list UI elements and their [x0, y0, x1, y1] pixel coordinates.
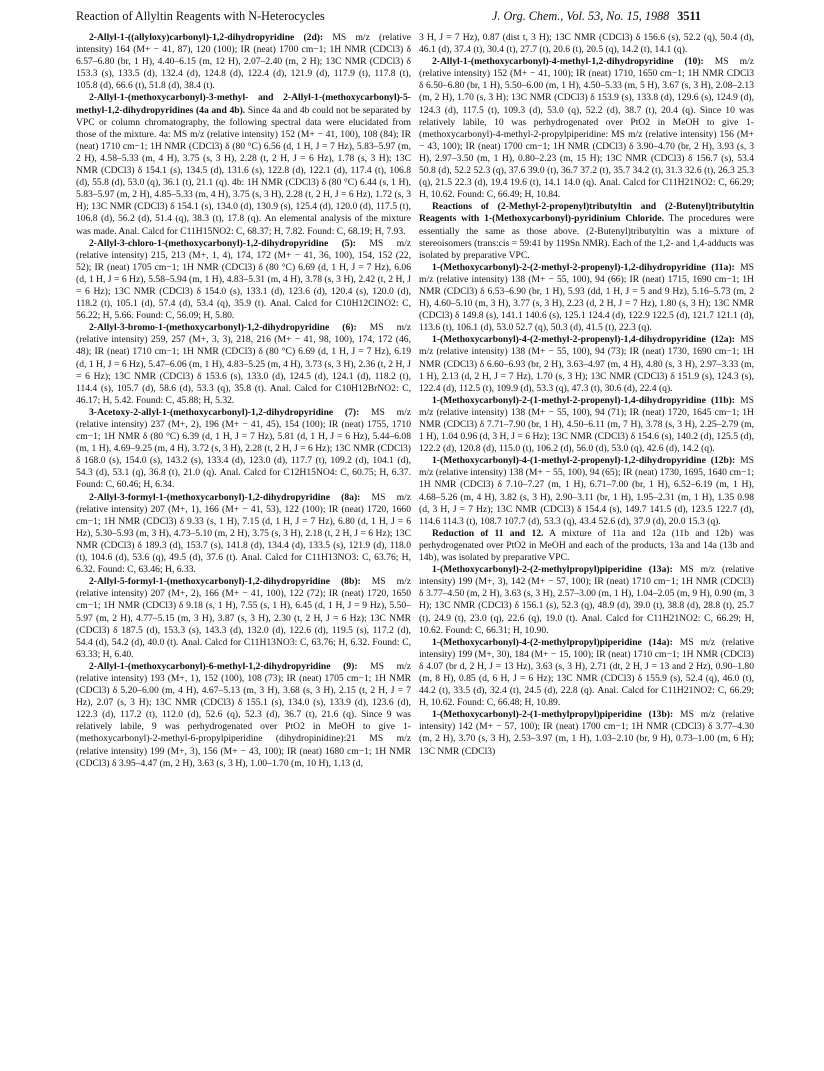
compound-data: MS m/z (relative intensity) 207 (M+, 1), 166 (M+ − 41, 53), 122 (100); IR (neat) 1720, 1660 cm−1; 1H NMR (CDCl3) δ 9.33 (s, 1 H), 7.15 (d, 1 H, J = 7 Hz), 6.80 (d, 1 H, J = 6 Hz), 5.30–5.93 (m, 3 H), 4.73–5.10 (m, 2 H), 3.75 (s, 3 H), 2.18 (t, 2 H, J = 6 Hz); 13C NMR (CDCl3) δ 189.3 (d), 153.7 (s), 141.8 (d), 134.4 (d), 133.5 (s), 121.9 (d), 118.0 (t), 104.6 (d), 53.6 (q), 49.5 (d), 37.6 (t). Anal. Calcd for C11H13NO3: C, 63.76; H, 6.32. Found: C, 63.46; H, 6.33. — [76, 491, 411, 576]
compound-data: Since 4a and 4b could not be separated by VPC or column chromatography, the following spectral data were elucidated from those of the mixture. 4a: MS m/z (relative intensity) 152 (M+ − 41, 100), 108 (84); IR (neat) 1710 cm−1; 1H NMR (CDCl3) δ (80 °C) 6.56 (d, 1 H, J = 7 Hz), 5.83–5.97 (m, 2 H), 4.58–5.33 (m, 4 H), 3.75 (s, 3 H), 2.28 (t, 2 H, J = 6 Hz), 1.78 (s, 3 H); 13C NMR (CDCl3) δ 154.1 (s), 134.5 (d), 131.6 (s), 122.8 (d), 122.1 (d), 117.4 (t), 106.8 (d), 55.8 (d), 53.0 (q), 36.1 (t), 21.1 (q). 4b: 1H NMR (CDCl3) δ (80 °C) 6.44 (s, 1 H), 5.83–5.97 (m, 2 H), 4.85–5.33 (m, 4 H), 3.75 (s, 3 H), 2.28 (t, 2 H, J = 6 Hz), 1.72 (s, 3 H); 13C NMR (CDCl3) δ 154.1 (s), 134.0 (d), 130.9 (s), 125.4 (d), 120.0 (d), 117.5 (t), 106.8 (d), 56.2 (d), 51.4 (q), 38.3 (t), 17.8 (q). An elemental analysis of the mixture was made. Anal. Calcd for C11H15NO2: C, 68.37; H, 7.82. Found: C, 68.19; H, 7.93. — [76, 104, 411, 237]
running-head-title: Reaction of Allyltin Reagents with N-Heterocycles — [76, 9, 325, 23]
compound-title: 1-(Methoxycarbonyl)-4-(2-methyl-2-propenyl)-1,4-dihydropyridine (12a): — [432, 334, 735, 346]
compound-data: MS m/z (relative intensity) 199 (M+, 3), 142 (M+ − 57, 100); IR (neat) 1710 cm−1; 1H NMR (CDCl3) δ 3.77–4.50 (m, 2 H), 3.63 (s, 3 H), 2.57–3.00 (m, 1 H), 1.04–2.05 (m, 9 H), 0.90 (m, 3 H); 13C NMR (CDCl3) δ 156.1 (s), 52.3 (q), 48.9 (d), 39.0 (t), 38.8 (d), 28.8 (t), 25.7 (t), 24.9 (t), 23.0 (q), 22.6 (q), 19.0 (t). Anal. Calcd for C11H21NO2: C, 66.29; H, 10.62. Found: C, 66.31; H, 10.90. — [419, 564, 754, 636]
compound-title: 1-(Methoxycarbonyl)-2-(1-methyl-2-propenyl)-1,4-dihydropyridine (11b): — [432, 394, 735, 406]
compound-title: 2-Allyl-3-formyl-1-(methoxycarbonyl)-1,2-dihydropyridine (8a): — [89, 491, 361, 503]
compound-entry — [76, 32, 411, 92]
compound-entry — [76, 576, 411, 661]
compound-title: 2-Allyl-1-(methoxycarbonyl)-6-methyl-1,2-dihydropyridine (9): — [89, 660, 358, 672]
compound-title: 1-(Methoxycarbonyl)-2-(1-methylpropyl)piperidine (13b): — [432, 709, 674, 721]
compound-data: MS m/z (relative intensity) 138 (M+ − 55, 100), 94 (73); IR (neat) 1730, 1690 cm−1; 1H NMR (CDCl3) δ 6.60–6.93 (br, 2 H), 3.63–4.97 (m, 4 H), 4.80 (s, 3 H), 2.97–3.33 (m, 1 H), 2.13 (d, 2 H, J = 7 Hz), 1.70 (s, 3 H); 13C NMR (CDCl3) δ 151.9 (s), 124.3 (s), 122.4 (d), 112.5 (t), 109.9 (d), 53.3 (q), 47.3 (t), 30.6 (d), 22.4 (q). — [419, 334, 754, 394]
compound-title: 2-Allyl-1-((allyloxy)carbonyl)-1,2-dihydropyridine (2d): — [89, 32, 324, 43]
right-column — [419, 32, 754, 1064]
compound-title: 2-Allyl-1-(methoxycarbonyl)-4-methyl-1,2-dihydropyridine (10): — [432, 56, 704, 68]
compound-entry — [419, 56, 754, 201]
compound-data: MS m/z (relative intensity) 138 (M+ − 55, 100), 94 (65); IR (neat) 1730, 1695, 1640 cm−1; 1H NMR (CDCl3) δ 7.10–7.27 (m, 1 H), 6.71–7.00 (br, 1 H), 6.52–6.19 (m, 1 H), 4.68–5.26 (m, 4 H), 3.82 (s, 3 H), 2.90–3.11 (br, 1 H), 1.95–2.31 (m, 1 H), 1.35 0.98 (d, 3 H, J = 7 Hz); 13C NMR (CDCl3) δ 154.4 (s), 149.7 141.5 (d), 123.5 122.7 (d), 114.6 114.3 (t), 108.7 107.7 (d), 53.3 (q), 43.4 52.6 (d), 37.9 (d), 20.0 15.3 (q). — [419, 455, 754, 527]
compound-title: 2-Allyl-1-(methoxycarbonyl)-3-methyl- and 2-Allyl-1-(methoxycarbonyl)-5-methyl-1,2-dihydropyridines (4a and 4b). — [76, 92, 411, 116]
compound-entry — [419, 709, 754, 757]
compound-entry — [76, 322, 411, 407]
compound-entry — [76, 92, 411, 237]
left-column — [76, 32, 411, 1064]
compound-data: MS m/z (relative intensity) 193 (M+, 1), 152 (100), 108 (73); IR (neat) 1705 cm−1; 1H NMR (CDCl3) δ 5.20–6.00 (m, 4 H), 4.67–5.13 (m, 3 H), 3.68 (s, 3 H), 2.15 (t, 2 H, J = 7 Hz), 2.07 (s, 3 H); 13C NMR (CDCl3) δ 155.1 (s), 134.0 (s), 133.9 (d), 123.6 (d), 122.3 (d), 117.2 (t), 112.0 (d), 52.6 (q), 52.3 (d), 36.7 (t), 21.6 (q). Since 9 was relatively labile, 9 was perhydrogenated over PtO2 in MeOH to give 1-(methoxycarbonyl)-2-methyl-6-propylpiperidine (dihydropinidine):21 MS m/z (relative intensity) 199 (M+, 3), 156 (M+ − 43, 100); IR (neat) 1680 cm−1; 1H NMR (CDCl3) δ 3.95–4.47 (m, 2 H), 3.63 (s, 3 H), 1.00–1.70 (m, 10 H), 1.13 (d, — [76, 660, 411, 769]
compound-entry — [76, 407, 411, 492]
compound-entry — [76, 492, 411, 577]
compound-data: MS m/z (relative intensity) 215, 213 (M+, 1, 4), 174, 172 (M+ − 41, 36, 100), 154, 152 (22, 52); IR (neat) 1705 cm−1; 1H NMR (CDCl3) δ (80 °C) 6.69 (d, 1 H, J = 7 Hz), 6.06 (d, 1 H, J = 6 Hz), 5.58–5.94 (m, 1 H), 4.83–5.31 (m, 4 H), 3.78 (s, 3 H), 2.42 (t, 2 H, J = 6 Hz); 13C NMR (CDCl3) δ 154.0 (s), 133.1 (d), 123.6 (d), 120.4 (s), 120.0 (d), 118.2 (t), 105.1 (d), 57.4 (d), 53.4 (q), 35.9 (t). Anal. Calcd for C10H12ClNO2: C, 56.22; H, 5.66. Found: C, 56.09; H, 5.80. — [76, 237, 411, 322]
compound-title: 3-Acetoxy-2-allyl-1-(methoxycarbonyl)-1,2-dihydropyridine (7): — [89, 406, 360, 418]
compound-data: MS m/z (relative intensity) 164 (M+ − 41, 87), 120 (100); IR (neat) 1700 cm−1; 1H NMR (CDCl3) δ 6.57–6.80 (br, 1 H), 4.40–6.15 (m, 12 H), 2.07–2.40 (m, 2 H); 13C NMR (CDCl3) δ 153.3 (s), 133.5 (d), 132.4 (d), 124.8 (d), 122.4 (d), 121.9 (d), 117.9 (t), 117.8 (t), 105.8 (d), 66.6 (t), 51.8 (d), 38.4 (t). — [76, 32, 411, 92]
compound-data: MS m/z (relative intensity) 138 (M+ − 55, 100), 94 (66); IR (neat) 1715, 1690 cm−1; 1H NMR (CDCl3) δ 6.53–6.90 (br, 1 H), 5.93 (dd, 1 H, J = 5 and 9 Hz), 5.16–5.73 (m, 2 H), 4.60–5.10 (m, 3 H), 3.77 (s, 3 H), 2.23 (d, 2 H, J = 7 Hz), 1.80 (s, 3 H); 13C NMR (CDCl3) δ 149.8 (s), 141.1 140.6 (s), 125.1 124.4 (d), 122.9 122.5 (d), 121.7 121.1 (d), 113.6 (t), 106.1 (d), 53.0 52.7 (q), 50.3 (d), 41.5 (t), 22.3 (q). — [419, 261, 754, 334]
compound-data: MS m/z (relative intensity) 152 (M+ − 41, 100); IR (neat) 1710, 1650 cm−1; 1H NMR CDCl3 δ 6.50–6.80 (br, 1 H), 5.50–6.00 (m, 1 H), 4.50–5.33 (m, 5 H), 3.67 (s, 3 H), 2.08–2.13 (m, 2 H), 1.70 (s, 3 H); 13C NMR (CDCl3) δ 153.9 (s), 133.8 (d), 129.6 (s), 124.9 (d), 124.3 (d), 117.5 (t), 109.3 (d), 53.0 (q), 52.2 (d), 38.7 (t), 20.4 (q). Since 10 was relatively labile, 10 was perhydrogenated over PtO2 in MeOH to give 1-(methoxycarbonyl)-4-methyl-2-propylpiperidine: MS m/z (relative intensity) 156 (M+ − 43, 100); IR (neat) 1700 cm−1; 1H NMR (CDCl3) δ 3.90–4.70 (br, 2 H), 3.93 (s, 3 H), 2.97–3.50 (m, 1 H), 0.80–2.23 (m, 15 H); 13C NMR (CDCl3) δ 156.7 (s), 53.4 50.8 (d), 52.2 52.3 (q), 37.6 39.0 (t), 36.7 37.2 (t), 35.7 34.2 (t), 31.3 32.6 (t), 26.3 25.3 (q), 21.5 22.3 (d), 19.4 19.6 (t), 14.1 14.0 (q). Anal. Calcd for C11H21NO2: C, 66.29; H, 10.62. Found: C, 66.49; H, 10.84. — [419, 56, 754, 201]
compound-title: 2-Allyl-3-chloro-1-(methoxycarbonyl)-1,2-dihydropyridine (5): — [89, 237, 356, 249]
section-heading: Reactions of (2-Methyl-2-propenyl)tributyltin and (2-Butenyl)tributyltin Reagents with 1-(Methoxycarbonyl)-pyridinium Chloride. — [419, 201, 754, 225]
compound-data: MS m/z (relative intensity) 142 (M+ − 57, 100); IR (neat) 1700 cm−1; 1H NMR (CDCl3) δ 3.77–4.30 (m, 2 H), 3.70 (s, 3 H), 2.53–3.97 (m, 1 H), 1.03–2.10 (br, 9 H), 0.73–1.00 (m, 6 H); 13C NMR (CDCl3) — [419, 709, 754, 757]
compound-entry — [419, 564, 754, 637]
compound-entry — [419, 637, 754, 710]
compound-title: 2-Allyl-3-bromo-1-(methoxycarbonyl)-1,2-dihydropyridine (6): — [89, 322, 357, 334]
compound-entry — [76, 661, 411, 770]
compound-title: 1-(Methoxycarbonyl)-2-(2-methylpropyl)piperidine (13a): — [432, 564, 673, 576]
compound-entry — [76, 238, 411, 323]
compound-entry — [419, 262, 754, 335]
running-head-journal — [492, 9, 701, 24]
compound-data: MS m/z (relative intensity) 138 (M+ − 55, 100), 94 (71); IR (neat) 1720, 1645 cm−1; 1H NMR (CDCl3) δ 7.71–7.90 (br, 1 H), 4.50–6.11 (m, 7 H), 3.78 (s, 3 H), 2.25–2.79 (m, 1 H), 1.04 0.96 (d, 3 H, J = 6 Hz); 13C NMR (CDCl3) δ 154.6 (s), 140.2 (d), 125.5 (d), 122.2 (d), 120.8 (d), 115.0 (t), 106.2 (d), 56.0 (d), 53.0 (q), 42.6 (d), 14.2 (q). — [419, 394, 754, 455]
section-paragraph — [419, 528, 754, 564]
compound-data: MS m/z (relative intensity) 259, 257 (M+, 3, 3), 218, 216 (M+ − 41, 98, 100), 174, 172 (46, 48); IR (neat) 1710 cm−1; 1H NMR (CDCl3) δ (80 °C) 6.69 (d, 1 H, J = 7 Hz), 6.19 (d, 1 H, J = 6 Hz), 5.47–6.06 (m, 1 H), 4.83–5.25 (m, 4 H), 3.73 (s, 3 H), 2.36 (t, 2 H, J = 6 Hz); 13C NMR (CDCl3) δ 153.6 (s), 133.0 (d), 124.5 (d), 124.1 (d), 118.2 (t), 114.4 (s), 105.7 (d), 58.6 (d), 53.3 (q), 35.8 (t). Anal. Calcd for C10H12BrNO2: C, 46.17; H, 5.42. Found: C, 45.88; H, 5.32. — [76, 322, 411, 406]
compound-title: 2-Allyl-5-formyl-1-(methoxycarbonyl)-1,2-dihydropyridine (8b): — [89, 576, 361, 588]
compound-entry — [419, 395, 754, 455]
compound-entry — [419, 455, 754, 528]
section-text: The procedures were essentially the same as those above. (2-Butenyl)tributyltin was a mixture of stereoisomers (trans:cis = 59:41 by 119Sn NMR). Each of the 1,2- and 1,4-adducts was isolated by preparative VPC. — [419, 213, 754, 261]
page-number: 3511 — [677, 9, 701, 23]
compound-data: MS m/z (relative intensity) 237 (M+, 2), 196 (M+ − 41, 45), 154 (100); IR (neat) 1755, 1710 cm−1; 1H NMR δ (80 °C) 6.39 (d, 1 H, J = 7 Hz), 5.81 (d, 1 H, J = 6 Hz), 5.44–6.08 (m, 1 H), 4.69–9.25 (m, 4 H), 3.72 (s, 3 H), 2.28 (t, 2 H, J = 6 Hz); 13C NMR (CDCl3) δ 168.0 (s), 154.0 (s), 143.2 (s), 133.4 (d), 123.0 (d), 117.7 (t), 109.2 (d), 104.1 (d), 54.3 (d), 53.1 (q), 36.8 (t), 21.0 (q). Anal. Calcd for C12H15NO4: C, 60.75; H, 6.37. Found: C, 60.46; H, 6.34. — [76, 406, 411, 491]
compound-title: 1-(Methoxycarbonyl)-2-(2-methyl-2-propenyl)-1,2-dihydropyridine (11a): — [432, 261, 735, 273]
compound-title: 1-(Methoxycarbonyl)-4-(1-methyl-2-propenyl)-1,2-dihydropyridine (12b): — [432, 455, 736, 467]
journal-citation: J. Org. Chem., Vol. 53, No. 15, 1988 — [492, 9, 670, 23]
compound-entry — [419, 334, 754, 394]
compound-title: 1-(Methoxycarbonyl)-4-(2-methylpropyl)piperidine (14a): — [432, 636, 673, 648]
section-paragraph — [419, 201, 754, 261]
compound-data: MS m/z (relative intensity) 199 (M+, 30), 184 (M+ − 15, 100); IR (neat) 1710 cm−1; 1H NMR (CDCl3) δ 4.07 (br d, 2 H, J = 13 Hz), 3.63 (s, 3 H), 2.71 (dt, 2 H, J = 13 and 2 Hz), 0.90–1.80 (m, 8 H), 0.85 (d, 6 H, J = 6 Hz); 13C NMR (CDCl3) δ 155.9 (s), 52.4 (q), 46.0 (t), 44.2 (t), 33.5 (d), 32.4 (t), 24.5 (d), 22.8 (q). Anal. Calcd for C11H21NO2: C, 66.29; H, 10.62. Found: C, 66.48; H, 10.89. — [419, 636, 754, 709]
compound-data: MS m/z (relative intensity) 207 (M+, 2), 166 (M+ − 41, 100), 122 (72); IR (neat) 1720, 1650 cm−1; 1H NMR (CDCl3) δ 9.18 (s, 1 H), 7.55 (s, 1 H), 6.45 (d, 1 H, J = 9 Hz), 5.50–5.97 (m, 2 H), 4.77–5.15 (m, 3 H), 3.87 (s, 3 H), 2.30 (t, 2 H, J = 6 Hz); 13C NMR (CDCl3) δ 187.5 (d), 153.3 (s), 143.3 (d), 132.0 (d), 122.6 (d), 119.5 (s), 117.2 (d), 54.4 (d), 54.2 (d), 40.0 (t). Anal. Calcd for C11H13NO3: C, 63.76; H, 6.32. Found: C, 63.33; H, 6.40. — [76, 576, 411, 660]
section-heading: Reduction of 11 and 12. — [432, 527, 544, 539]
section-text: A mixture of 11a and 12a (11b and 12b) was perhydrogenated over PtO2 in MeOH and each of the products, 13a and 14a (13b and 14b), was isolated by preparative VPC. — [419, 527, 754, 564]
compound-data: 3 H, J = 7 Hz), 0.87 (dist t, 3 H); 13C NMR (CDCl3) δ 156.6 (s), 52.2 (q), 50.4 (d), 46.1 (d), 37.4 (t), 30.4 (t), 27.7 (t), 20.6 (t), 20.5 (q), 14.2 (t), 14.1 (q). — [419, 32, 754, 56]
continued-text — [419, 32, 754, 56]
